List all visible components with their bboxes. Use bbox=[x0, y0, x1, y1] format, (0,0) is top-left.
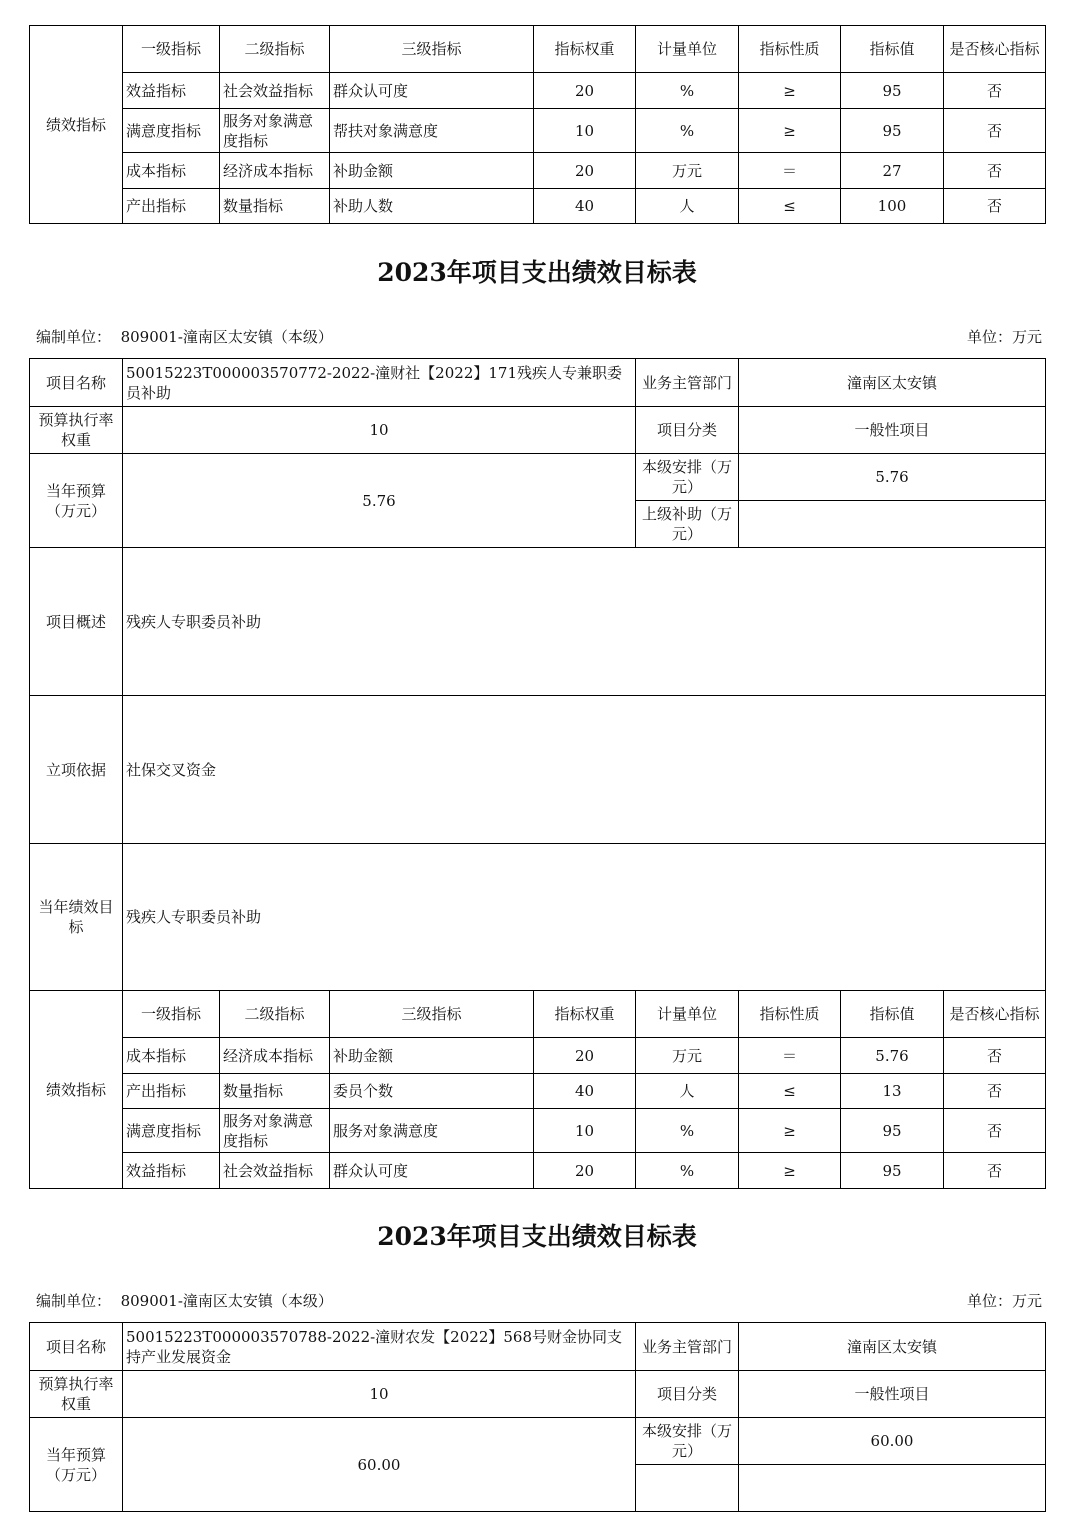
cell-core: 否 bbox=[944, 1109, 1046, 1153]
section1-org-row bbox=[36, 326, 1042, 348]
exec-rate-value: 10 bbox=[123, 1371, 636, 1418]
project-name-label: 项目名称 bbox=[30, 359, 123, 407]
cell-unit: % bbox=[636, 1153, 739, 1189]
cell-l2: 经济成本指标 bbox=[220, 153, 330, 189]
cell-unit: 人 bbox=[636, 1074, 739, 1109]
cell-value: 95 bbox=[841, 1109, 944, 1153]
table-row bbox=[30, 73, 1046, 109]
section2-project-table bbox=[29, 1322, 1046, 1512]
cell-unit: % bbox=[636, 1109, 739, 1153]
cell-nature: ≥ bbox=[739, 1153, 841, 1189]
cell-nature: ＝ bbox=[739, 153, 841, 189]
exec-rate-label: 预算执行率权重 bbox=[30, 407, 123, 454]
org-value: 809001-潼南区太安镇（本级） bbox=[120, 1292, 333, 1310]
own-budget-value: 60.00 bbox=[739, 1418, 1046, 1465]
cell-core: 否 bbox=[944, 189, 1046, 224]
cell-unit: 万元 bbox=[636, 153, 739, 189]
project-name-value: 50015223T000003570772-2022-潼财社【2022】171残疾人专兼职委员补助 bbox=[123, 359, 636, 407]
cell-value: 95 bbox=[841, 109, 944, 153]
cell-core: 否 bbox=[944, 1153, 1046, 1189]
cell-weight: 40 bbox=[534, 189, 636, 224]
section2-unit: 单位：万元 bbox=[966, 1292, 1042, 1310]
cell-l2: 服务对象满意度指标 bbox=[220, 109, 330, 153]
cell-nature: ≥ bbox=[739, 1109, 841, 1153]
overview-label: 项目概述 bbox=[30, 548, 123, 696]
cell-l3: 群众认可度 bbox=[330, 1153, 534, 1189]
section2-title: 2023年项目支出绩效目标表 bbox=[377, 1222, 697, 1251]
header-level3: 三级指标 bbox=[330, 991, 534, 1038]
project-name-label: 项目名称 bbox=[30, 1323, 123, 1371]
upper-subsidy-label: 上级补助（万元） bbox=[636, 501, 739, 548]
table-row bbox=[30, 1109, 1046, 1153]
table-row bbox=[30, 109, 1046, 153]
cell-l1: 满意度指标 bbox=[123, 109, 220, 153]
table-row bbox=[30, 1038, 1046, 1074]
cell-l3: 帮扶对象满意度 bbox=[330, 109, 534, 153]
cell-unit: % bbox=[636, 109, 739, 153]
goal-value: 残疾人专职委员补助 bbox=[123, 844, 1046, 991]
cell-core: 否 bbox=[944, 1038, 1046, 1074]
dept-value: 潼南区太安镇 bbox=[739, 1323, 1046, 1371]
cell-l1: 效益指标 bbox=[123, 73, 220, 109]
cell-weight: 20 bbox=[534, 153, 636, 189]
section1-title: 2023年项目支出绩效目标表 bbox=[377, 258, 697, 287]
budget-value: 5.76 bbox=[123, 454, 636, 548]
org-value: 809001-潼南区太安镇（本级） bbox=[120, 328, 333, 346]
cell-l1: 产出指标 bbox=[123, 1074, 220, 1109]
category-value: 一般性项目 bbox=[739, 1371, 1046, 1418]
cell-nature: ≤ bbox=[739, 189, 841, 224]
section1-project-table bbox=[29, 358, 1046, 1189]
cell-l1: 效益指标 bbox=[123, 1153, 220, 1189]
budget-label: 当年预算（万元） bbox=[30, 1418, 123, 1512]
cell-weight: 10 bbox=[534, 109, 636, 153]
basis-value: 社保交叉资金 bbox=[123, 696, 1046, 844]
section2-org bbox=[36, 1290, 333, 1311]
perf-indicators-label: 绩效指标 bbox=[30, 991, 123, 1189]
cell-l3: 服务对象满意度 bbox=[330, 1109, 534, 1153]
own-budget-label: 本级安排（万元） bbox=[636, 1418, 739, 1465]
cell-weight: 10 bbox=[534, 1109, 636, 1153]
cell-l3: 补助金额 bbox=[330, 153, 534, 189]
cell-l2: 服务对象满意度指标 bbox=[220, 1109, 330, 1153]
upper-subsidy-value bbox=[739, 1465, 1046, 1512]
cell-l1: 满意度指标 bbox=[123, 1109, 220, 1153]
category-label: 项目分类 bbox=[636, 1371, 739, 1418]
cell-l2: 数量指标 bbox=[220, 1074, 330, 1109]
cell-l2: 经济成本指标 bbox=[220, 1038, 330, 1074]
cell-nature: ≤ bbox=[739, 1074, 841, 1109]
cell-l2: 数量指标 bbox=[220, 189, 330, 224]
cell-unit: 万元 bbox=[636, 1038, 739, 1074]
cell-weight: 40 bbox=[534, 1074, 636, 1109]
header-level3: 三级指标 bbox=[330, 26, 534, 73]
cell-nature: ≥ bbox=[739, 109, 841, 153]
dept-value: 潼南区太安镇 bbox=[739, 359, 1046, 407]
cell-weight: 20 bbox=[534, 1038, 636, 1074]
cell-l1: 成本指标 bbox=[123, 1038, 220, 1074]
cell-l3: 群众认可度 bbox=[330, 73, 534, 109]
table-row bbox=[30, 153, 1046, 189]
dept-label: 业务主管部门 bbox=[636, 1323, 739, 1371]
cell-nature: ≥ bbox=[739, 73, 841, 109]
header-unit: 计量单位 bbox=[636, 991, 739, 1038]
header-level1: 一级指标 bbox=[123, 991, 220, 1038]
exec-rate-value: 10 bbox=[123, 407, 636, 454]
cell-l1: 产出指标 bbox=[123, 189, 220, 224]
table-row bbox=[30, 1074, 1046, 1109]
cell-core: 否 bbox=[944, 1074, 1046, 1109]
cell-unit: 人 bbox=[636, 189, 739, 224]
cell-unit: % bbox=[636, 73, 739, 109]
table-row bbox=[30, 1153, 1046, 1189]
budget-label: 当年预算（万元） bbox=[30, 454, 123, 548]
header-level2: 二级指标 bbox=[220, 991, 330, 1038]
cell-l1: 成本指标 bbox=[123, 153, 220, 189]
section1-unit: 单位：万元 bbox=[966, 328, 1042, 346]
section2-org-row bbox=[36, 1290, 1042, 1312]
table-row bbox=[30, 189, 1046, 224]
cell-core: 否 bbox=[944, 153, 1046, 189]
cell-value: 100 bbox=[841, 189, 944, 224]
exec-rate-label: 预算执行率权重 bbox=[30, 1371, 123, 1418]
cell-weight: 20 bbox=[534, 73, 636, 109]
header-weight: 指标权重 bbox=[534, 26, 636, 73]
dept-label: 业务主管部门 bbox=[636, 359, 739, 407]
cell-weight: 20 bbox=[534, 1153, 636, 1189]
header-value: 指标值 bbox=[841, 26, 944, 73]
section1-org bbox=[36, 326, 333, 347]
cell-l2: 社会效益指标 bbox=[220, 73, 330, 109]
cell-core: 否 bbox=[944, 73, 1046, 109]
cell-value: 27 bbox=[841, 153, 944, 189]
header-weight: 指标权重 bbox=[534, 991, 636, 1038]
header-value: 指标值 bbox=[841, 991, 944, 1038]
cell-core: 否 bbox=[944, 109, 1046, 153]
cell-value: 5.76 bbox=[841, 1038, 944, 1074]
upper-subsidy-label bbox=[636, 1465, 739, 1512]
basis-label: 立项依据 bbox=[30, 696, 123, 844]
header-level1: 一级指标 bbox=[123, 26, 220, 73]
cell-value: 95 bbox=[841, 1153, 944, 1189]
cell-nature: ＝ bbox=[739, 1038, 841, 1074]
cell-l3: 补助人数 bbox=[330, 189, 534, 224]
header-level2: 二级指标 bbox=[220, 26, 330, 73]
upper-subsidy-value bbox=[739, 501, 1046, 548]
cell-l3: 委员个数 bbox=[330, 1074, 534, 1109]
category-label: 项目分类 bbox=[636, 407, 739, 454]
project-name-value: 50015223T000003570788-2022-潼财农发【2022】568号财金协同支持产业发展资金 bbox=[123, 1323, 636, 1371]
overview-value: 残疾人专职委员补助 bbox=[123, 548, 1046, 696]
header-core: 是否核心指标 bbox=[944, 991, 1046, 1038]
org-label: 编制单位： bbox=[36, 1292, 112, 1310]
perf-indicators-label: 绩效指标 bbox=[30, 26, 123, 224]
goal-label: 当年绩效目标 bbox=[30, 844, 123, 991]
header-unit: 计量单位 bbox=[636, 26, 739, 73]
cell-value: 13 bbox=[841, 1074, 944, 1109]
cell-l3: 补助金额 bbox=[330, 1038, 534, 1074]
header-nature: 指标性质 bbox=[739, 991, 841, 1038]
own-budget-value: 5.76 bbox=[739, 454, 1046, 501]
header-core: 是否核心指标 bbox=[944, 26, 1046, 73]
cell-value: 95 bbox=[841, 73, 944, 109]
category-value: 一般性项目 bbox=[739, 407, 1046, 454]
header-nature: 指标性质 bbox=[739, 26, 841, 73]
top-indicator-table bbox=[29, 25, 1046, 224]
cell-l2: 社会效益指标 bbox=[220, 1153, 330, 1189]
org-label: 编制单位： bbox=[36, 328, 112, 346]
budget-value: 60.00 bbox=[123, 1418, 636, 1512]
own-budget-label: 本级安排（万元） bbox=[636, 454, 739, 501]
